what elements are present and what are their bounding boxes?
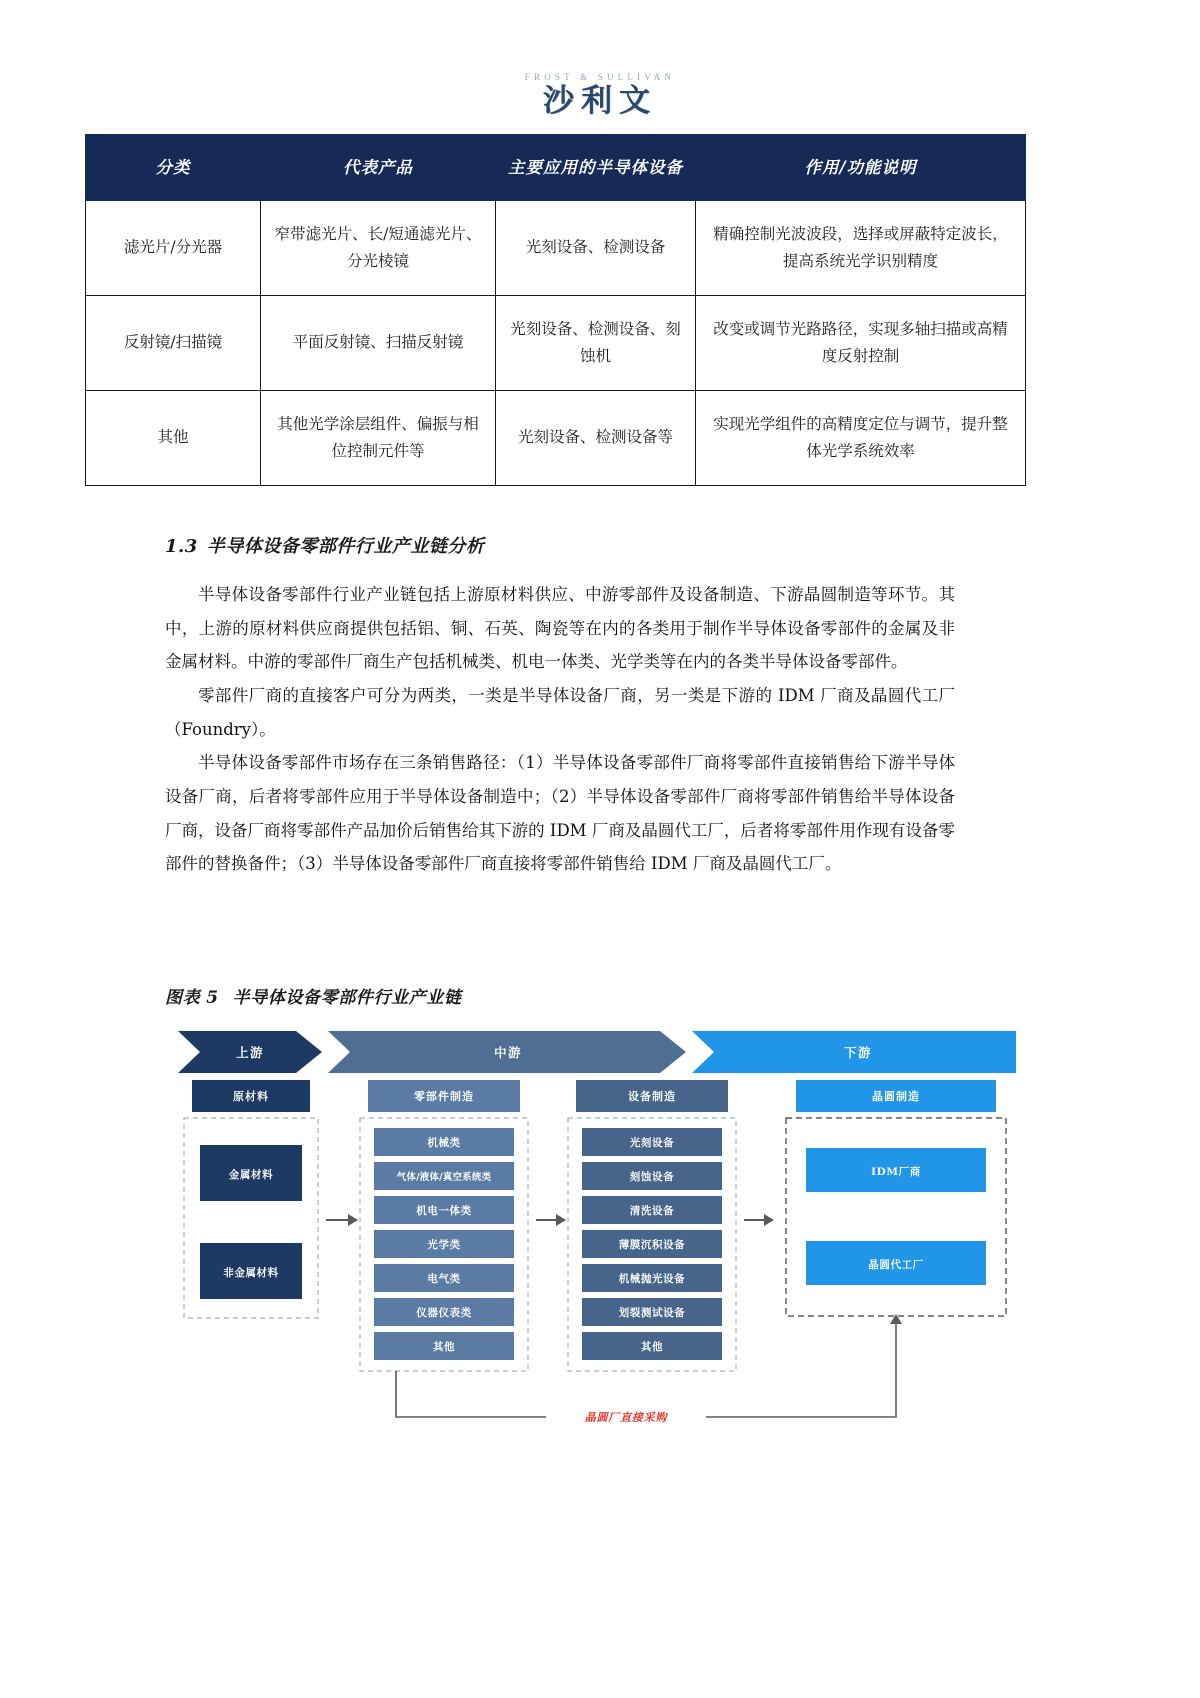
item-nonmetal-materials: 非金属材料 [223,1267,279,1279]
item-equipment-other: 其他 [640,1341,664,1353]
item-cleaning-equipment: 清洗设备 [629,1205,675,1217]
table-row [86,391,1026,486]
column-header-category: 分类 [86,135,261,201]
section-number: 1.3 [165,536,198,557]
cell-products: 窄带滤光片、长/短通滤光片、分光棱镜 [261,201,496,296]
section-body [165,578,955,881]
paragraph: 半导体设备零部件行业产业链包括上游原材料供应、中游零部件及设备制造、下游晶圆制造等环节。其中，上游的原材料供应商提供包括铝、铜、石英、陶瓷等在内的各类用于制作半导体设备零部件的金属及非金属材料。中游的零部件厂商生产包括机械类、机电一体类、光学类等在内的各类半导体设备零部件。 [165,585,955,672]
column-header-function: 作用/功能说明 [696,135,1026,201]
cell-category: 滤光片/分光器 [86,201,261,296]
cell-products: 其他光学涂层组件、偏振与相位控制元件等 [261,391,496,486]
stage-label-midstream: 中游 [494,1045,522,1060]
cell-category: 其他 [86,391,261,486]
paragraph: 半导体设备零部件市场存在三条销售路径：（1）半导体设备零部件厂商将零部件直接销售给下游半导体设备厂商，后者将零部件应用于半导体设备制造中；（2）半导体设备零部件厂商将零部件销售给半导体设备厂商，设备厂商将零部件产品加价后销售给其下游的 IDM 厂商及晶圆代工厂，后者将零部件用作现有设备零部件的替换备件；（3）半导体设备零部件厂商直接将零部件销售给 IDM 厂商及晶圆代工厂。 [165,753,955,874]
table-header-row [86,135,1026,201]
flow-arrow-2 [536,1214,566,1226]
brand-logo [0,72,1200,118]
paragraph: 零部件厂商的直接客户可分为两类，一类是半导体设备厂商，另一类是下游的 IDM 厂商及晶圆代工厂（Foundry）。 [165,685,955,739]
cell-equipment: 光刻设备、检测设备 [496,201,696,296]
value-chain-diagram [178,1025,1018,1445]
item-deposition-equipment: 薄膜沉积设备 [618,1239,686,1251]
column-header-wafer-manufacturing: 晶圆制造 [872,1090,920,1103]
column-header-equipment: 主要应用的半导体设备 [496,135,696,201]
cell-function: 实现光学组件的高精度定位与调节，提升整体光学系统效率 [696,391,1026,486]
item-foundry: 晶圆代工厂 [868,1259,924,1271]
stage-label-upstream: 上游 [236,1045,264,1060]
column-equipment-manufacturing [568,1080,736,1371]
stage-chevron-upstream [178,1031,322,1073]
item-dicing-test-equipment: 划裂测试设备 [618,1307,686,1319]
item-gas-liquid-vacuum: 气体/液体/真空系统类 [396,1172,492,1183]
annotation-direct-procurement: 晶圆厂直接采购 [584,1411,668,1424]
item-mechanical: 机械类 [427,1137,461,1149]
optical-components-table [85,134,1026,486]
column-raw-materials [184,1080,318,1318]
item-electrical: 电气类 [427,1273,461,1285]
cell-equipment: 光刻设备、检测设备等 [496,391,696,486]
logo-chinese-text: 沙利文 [543,83,657,119]
item-component-other: 其他 [432,1341,456,1353]
item-polishing-equipment: 机械抛光设备 [618,1273,686,1285]
cell-function: 改变或调节光路路径，实现多轴扫描或高精度反射控制 [696,296,1026,391]
cell-products: 平面反射镜、扫描反射镜 [261,296,496,391]
column-header-equipment-manufacturing: 设备制造 [628,1090,676,1103]
item-idm-vendor: IDM厂商 [871,1166,921,1178]
stage-chevron-downstream [692,1031,1016,1073]
stage-chevron-midstream [328,1031,686,1073]
cell-category: 反射镜/扫描镜 [86,296,261,391]
stage-label-downstream: 下游 [844,1045,872,1060]
figure-label: 图表 [165,988,201,1008]
column-component-manufacturing [360,1080,528,1371]
cell-equipment: 光刻设备、检测设备、刻蚀机 [496,296,696,391]
flow-arrow-3 [744,1214,774,1226]
column-wafer-manufacturing [786,1080,1006,1316]
figure-title: 半导体设备零部件行业产业链 [232,988,462,1008]
flow-arrow-1 [326,1214,358,1226]
item-optical: 光学类 [427,1239,461,1251]
item-instrumentation: 仪器仪表类 [416,1307,472,1319]
table-row [86,201,1026,296]
figure-number: 5 [206,988,219,1008]
item-lithography-equipment: 光刻设备 [629,1137,675,1149]
item-metal-materials: 金属材料 [228,1169,274,1181]
logo-latin-text: FROST & SULLIVAN [524,72,676,82]
figure-caption [165,983,461,1008]
item-etching-equipment: 刻蚀设备 [629,1171,675,1183]
column-header-component-manufacturing: 零部件制造 [414,1090,474,1103]
column-header-raw-materials: 原材料 [233,1090,269,1103]
column-header-products: 代表产品 [261,135,496,201]
section-title: 半导体设备零部件行业产业链分析 [206,536,485,557]
cell-function: 精确控制光波波段，选择或屏蔽特定波长，提高系统光学识别精度 [696,201,1026,296]
table-row [86,296,1026,391]
item-electromechanical: 机电一体类 [416,1205,472,1217]
section-heading [165,532,484,558]
